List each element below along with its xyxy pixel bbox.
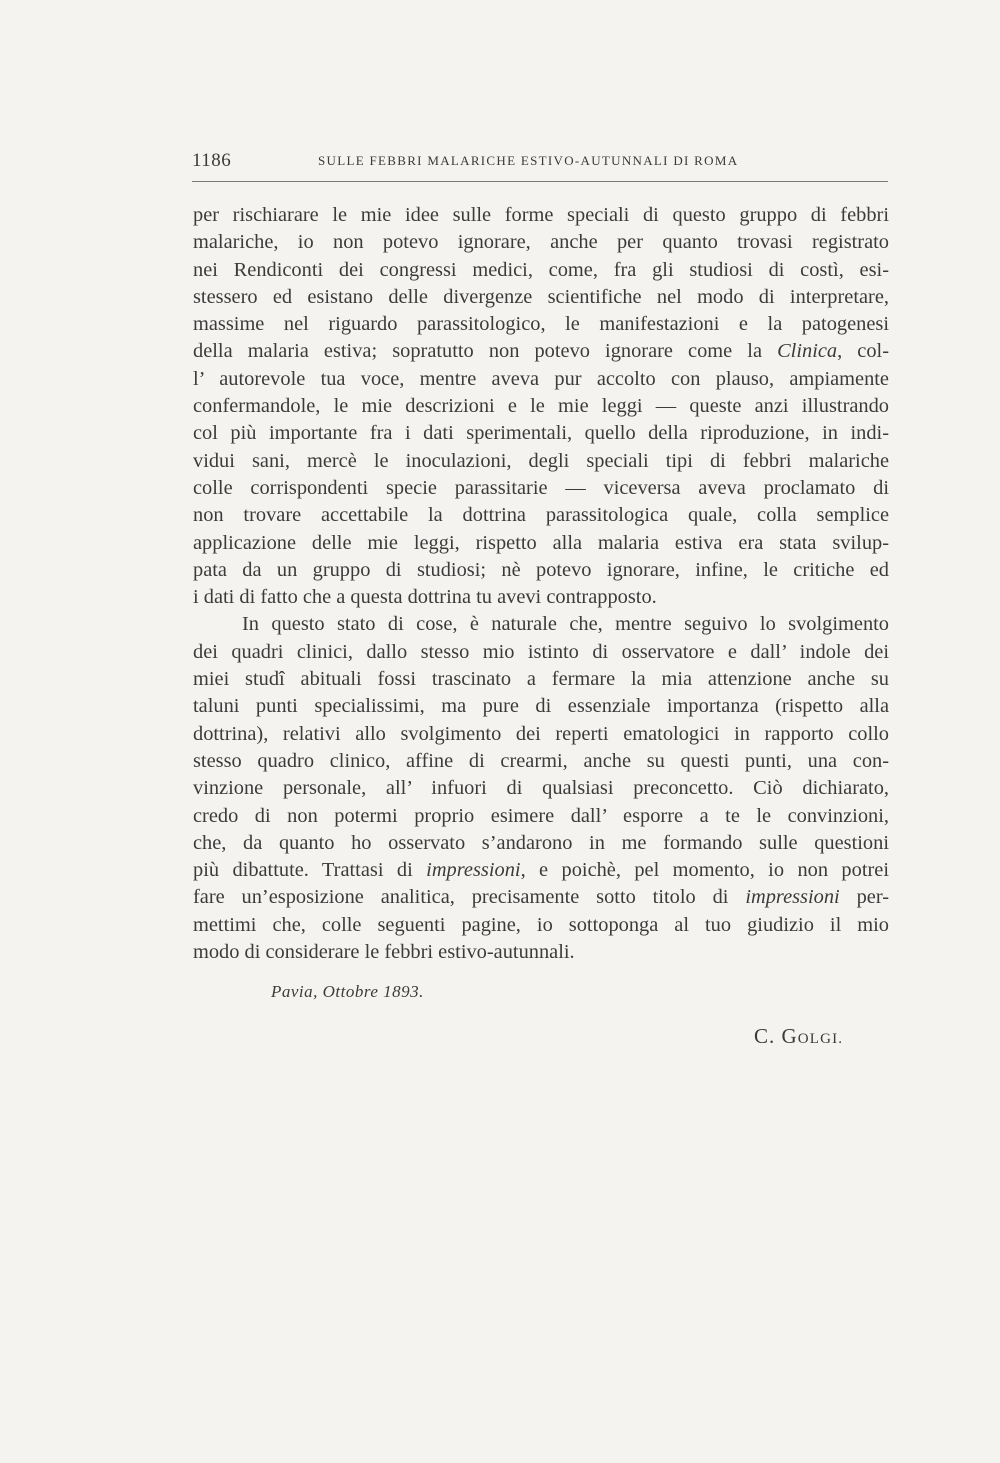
text-line: l’ autorevole tua voce, mentre aveva pur accolto con plauso, ampiamente (193, 367, 889, 390)
author-signature (754, 1024, 843, 1049)
text-line: stesso quadro clinico, affine di crearmi, anche su questi punti, una con- (193, 749, 889, 772)
text-line: vinzione personale, all’ infuori di qualsiasi preconcetto. Ciò dichiarato, (193, 777, 889, 800)
text-line: stessero ed esistano delle divergenze scientifiche nel modo di interpretare, (193, 285, 889, 308)
text-line: non trovare accettabile la dottrina parassitologica quale, colla semplice (193, 504, 889, 527)
text-line (193, 857, 889, 884)
text-line: dottrina), relativi allo svolgimento dei reperti ematologici in rapporto collo (193, 722, 889, 745)
text-line: modo di considerare le febbri estivo-autunnali. (193, 941, 575, 964)
text-line: massime nel riguardo parassitologico, le manifestazioni e la patogenesi (193, 313, 889, 336)
text-line (193, 884, 889, 911)
signature-initial: C. G (754, 1024, 798, 1048)
text-line: vidui sani, mercè le inoculazioni, degli speciali tipi di febbri malariche (193, 449, 889, 472)
text-line: applicazione delle mie leggi, rispetto alla malaria estiva era stata svilup- (193, 531, 889, 554)
text-segment: per- (839, 886, 889, 909)
text-line: dei quadri clinici, dallo stesso mio istinto di osservatore e dall’ indole dei (193, 640, 889, 663)
body-text (193, 202, 889, 966)
text-segment: della malaria estiva; sopratutto non potevo ignorare come la (193, 340, 778, 363)
italic-word: impressioni (745, 886, 840, 909)
text-line: credo di non potermi proprio esimere dall’ esporre a te le convinzioni, (193, 804, 889, 827)
text-line: i dati di fatto che a questa dottrina tu avevi contrapposto. (193, 586, 657, 609)
text-line: In questo stato di cose, è naturale che, mentre seguivo lo svolgimento (242, 613, 889, 636)
italic-word: impressioni (426, 859, 521, 882)
text-segment: , col- (837, 340, 889, 363)
text-segment: fare un’esposizione analitica, precisamente sotto titolo di (193, 886, 746, 909)
text-line: miei studî abituali fossi trascinato a fermare la mia attenzione anche su (193, 668, 889, 691)
place-date: Pavia, Ottobre 1893. (271, 982, 424, 1001)
text-line: pata da un gruppo di studiosi; nè potevo ignorare, infine, le critiche ed (193, 558, 889, 581)
text-line: col più importante fra i dati sperimentali, quello della riproduzione, in indi- (193, 422, 889, 445)
text-line (193, 338, 889, 365)
text-line: confermandole, le mie descrizioni e le mie leggi — queste anzi illustrando (193, 395, 889, 418)
text-line: malariche, io non potevo ignorare, anche per quanto trovasi registrato (193, 231, 889, 254)
text-line: per rischiarare le mie idee sulle forme speciali di questo gruppo di febbri (193, 204, 889, 226)
page-header (192, 150, 888, 180)
text-line: colle corrispondenti specie parassitarie — viceversa aveva proclamato di (193, 476, 889, 499)
header-rule (192, 181, 888, 182)
text-line: mettimi che, colle seguenti pagine, io sottoponga al tuo giudizio il mio (193, 913, 889, 936)
signature-surname: OLGI. (797, 1031, 844, 1047)
page-number: 1186 (192, 150, 232, 171)
text-segment: più dibattute. Trattasi di (193, 859, 427, 882)
italic-word: Clinica (777, 340, 838, 363)
running-title: SULLE FEBBRI MALARICHE ESTIVO-AUTUNNALI DI ROMA (318, 153, 739, 168)
text-segment: , e poichè, pel momento, io non potrei (520, 859, 889, 882)
text-line: taluni punti specialissimi, ma pure di essenziale importanza (rispetto alla (193, 695, 889, 718)
text-line: nei Rendiconti dei congressi medici, come, fra gli studiosi di costì, esi- (193, 258, 889, 281)
text-line: che, da quanto ho osservato s’andarono in me formando sulle questioni (193, 831, 889, 854)
